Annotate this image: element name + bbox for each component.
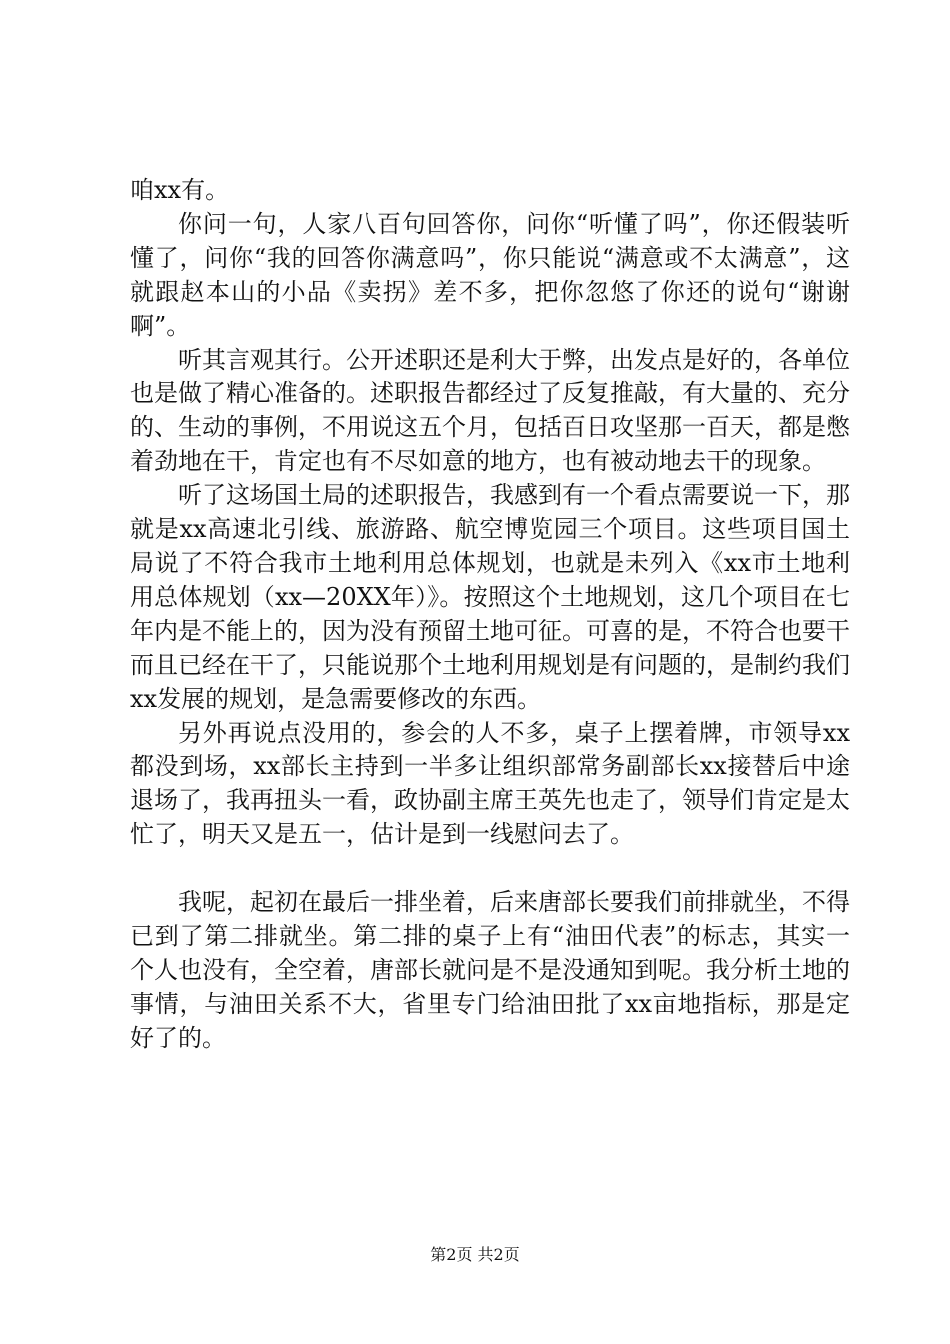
paragraph-4: 听了这场国土局的述职报告，我感到有一个看点需要说一下，那就是xx高速北引线、旅游路、航空博览园三个项目。这些项目国土局说了不符合我市土地利用总体规划，也就是未列入《xx市土地利用总体规划（xx—20XX年）》。按照这个土地规划，这几个项目在七年内是不能上的，因为没有预留土地可征。可喜的是，不符合也要干而且已经在干了，只能说那个土地利用规划是有问题的，是制约我们xx发展的规划，是急需要修改的东西。 bbox=[130, 481, 850, 713]
page-footer bbox=[0, 1245, 950, 1265]
paragraph-6: 我呢，起初在最后一排坐着，后来唐部长要我们前排就坐，不得已到了第二排就坐。第二排的桌子上有“油田代表”的标志，其实一个人也没有，全空着，唐部长就问是不是没通知到呢。我分析土地的事情，与油田关系不大，省里专门给油田批了xx亩地指标，那是定好了的。 bbox=[130, 888, 850, 1052]
paragraph-3: 听其言观其行。公开述职还是利大于弊，出发点是好的，各单位也是做了精心准备的。述职报告都经过了反复推敲，有大量的、充分的、生动的事例，不用说这五个月，包括百日攻坚那一百天，都是憋着劲地在干，肯定也有不尽如意的地方，也有被动地去干的现象。 bbox=[130, 345, 850, 476]
paragraph-1: 咱xx有。 bbox=[130, 176, 230, 204]
paragraph-2: 你问一句，人家八百句回答你，问你“听懂了吗”，你还假装听懂了，问你“我的回答你满意吗”，你只能说“满意或不太满意”，这就跟赵本山的小品《卖拐》差不多，把你忽悠了你还的说句“谢谢啊”。 bbox=[130, 209, 850, 340]
document-body bbox=[130, 174, 850, 1056]
page-number-label: 第2页 共2页 bbox=[430, 1245, 520, 1264]
paragraph-5: 另外再说点没用的，参会的人不多，桌子上摆着牌，市领导xx都没到场，xx部长主持到一半多让组织部常务副部长xx接替后中途退场了，我再扭头一看，政协副主席王英先也走了，领导们肯定是太忙了，明天又是五一，估计是到一线慰问去了。 bbox=[130, 718, 850, 849]
